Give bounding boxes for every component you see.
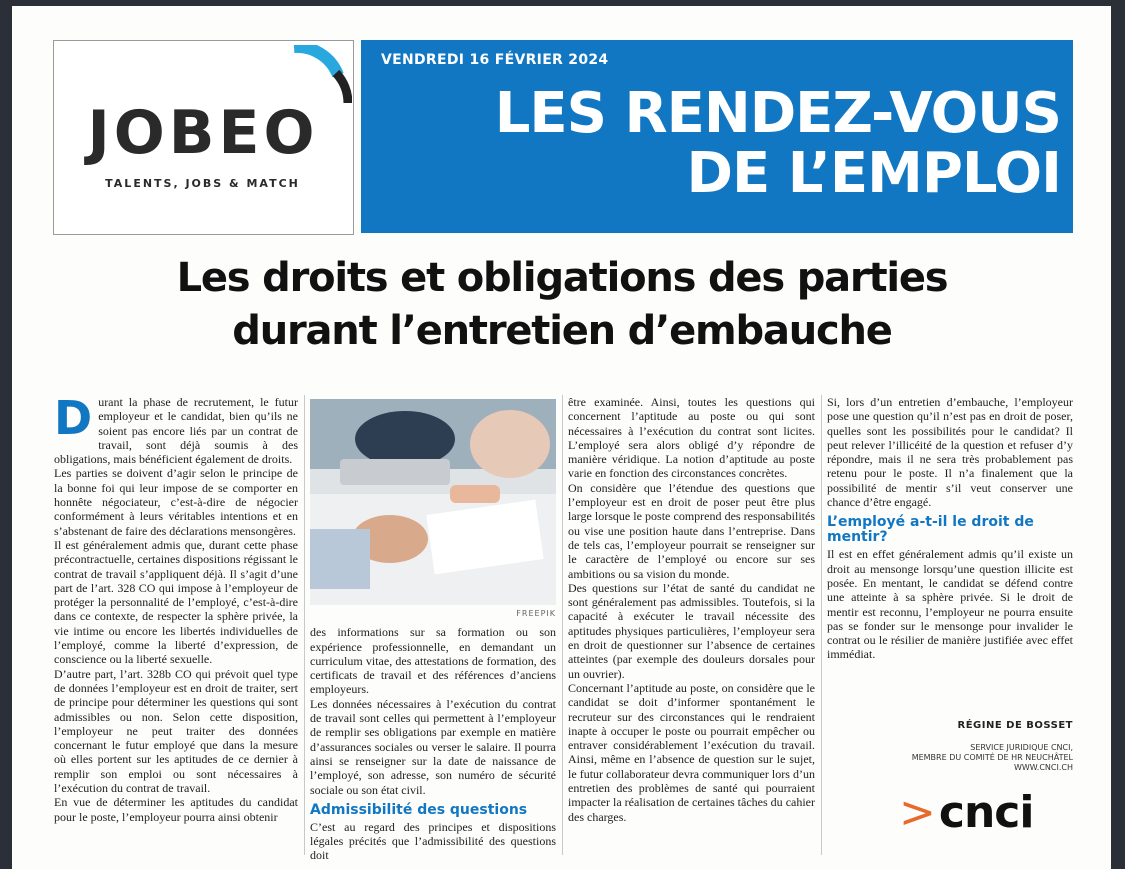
paragraph: être examinée. Ainsi, toutes les questions qui concernent l’aptitude au poste ou qui sont nécessaires à l’exécution du contrat sont licites. L’employé sera alors obligé d’y répondre de manière véridique. La notion d’aptitude au poste varie en fonction des circonstances concrètes. bbox=[568, 395, 815, 481]
author-name: RÉGINE DE BOSSET bbox=[957, 720, 1073, 731]
article-column-1 bbox=[54, 391, 298, 824]
paragraph: Les parties se doivent d’agir selon le principe de la bonne foi qui leur impose de se comporter en honnête négociateur, c’est-à-dire de négocier conformément à leurs véritables intentions et en s’abstenant de faire des déclarations mensongères. bbox=[54, 466, 298, 538]
issue-date: VENDREDI 16 FÉVRIER 2024 bbox=[381, 52, 609, 68]
paragraph: Il est généralement admis que, durant cette phase précontractuelle, certaines dispositions régissant le contrat de travail s’appliquent déjà. Il s’agit d’une part de l’art. 328 CO qui impose à l’employeur de protéger la personnalité de l’employé, c’est-à-dire dans ce contexte, de respecter la sphère privée, la vie intime ou encore les libertés individuelles de l’employé, comme la liberté d’expression, de conscience ou la liberté sexuelle. bbox=[54, 537, 298, 667]
paragraph: des informations sur sa formation ou son expérience professionnelle, en demandant un curriculum vitae, des attestations de formation, des certificats de travail et des références d’anciens employeurs. bbox=[310, 625, 556, 697]
subheading: Admissibilité des questions bbox=[310, 801, 528, 818]
paragraph: En vue de déterminer les aptitudes du candidat pour le poste, l’employeur pourra ainsi obtenir bbox=[54, 795, 298, 824]
logo-arc-icon bbox=[292, 45, 352, 105]
paragraph: On considère que l’étendue des questions que l’employeur est en droit de poser peut être plus large lorsque le poste comprend des responsabilités ou vise une position haute dans l’entreprise. Dans de tels cas, l’employeur pourrait se renseigner sur le caractère de l’employé ou encore sur ses ambitions ou sa vision du monde. bbox=[568, 480, 815, 581]
article-column-3 bbox=[568, 395, 815, 824]
column-divider bbox=[562, 395, 563, 855]
author-role-line: MEMBRE DU COMITÉ DE HR NEUCHÂTEL bbox=[911, 753, 1073, 762]
paragraph: Concernant l’aptitude au poste, on considère que le candidat se doit d’informer spontanément le recruteur sur des circonstances qui le rendraient inapte à occuper le poste ou pourrait empêcher ou entraver considérablement l’exécution du travail. Ainsi, même en l’absence de question sur le sujet, le futur collaborateur devra communiquer lors d’un entretien des problèmes de santé qui pourraient impacter la réalisation de certaines tâches du cahier des charges. bbox=[568, 680, 815, 824]
paragraph: Si, lors d’un entretien d’embauche, l’employeur pose une question qu’il n’est pas en droit de poser, quelles sont les possibilités pour le candidat? Il peut relever l’illicéité de la question et refuser d’y répondre, mais il ne sera très probablement pas retenu pour le poste. Il n’a finalement que la possibilité de mentir s’il veut conserver une chance d’être engagé. bbox=[827, 395, 1073, 510]
section-title bbox=[494, 81, 1061, 206]
headline-line1: Les droits et obligations des parties bbox=[176, 255, 948, 301]
cnci-wordmark: cnci bbox=[938, 787, 1034, 838]
arrow-icon: > bbox=[899, 787, 935, 838]
paragraph: urant la phase de recrutement, le futur employeur et le candidat, bien qu’ils ne soient pas encore liés par un contrat de travail, sont déjà soumis à des obligations, mais bénéficient également de droits. bbox=[54, 395, 298, 467]
author-role bbox=[827, 743, 1073, 773]
headline-line2: durant l’entretien d’embauche bbox=[232, 308, 892, 354]
drop-cap: D bbox=[54, 391, 93, 445]
paragraph: Il est en effet généralement admis qu’il existe un droit au mensonge lorsqu’une question illicite est posée. En mentant, le candidat se défend contre une atteinte à sa sphère privée. Si le droit de mentir est reconnu, l’employeur ne pourra ensuite pas se fonder sur le mensonge pour invalider le contrat ou le résilier de manière justifiée avec effet immédiat. bbox=[827, 547, 1073, 662]
newspaper-page bbox=[12, 6, 1111, 869]
article-headline bbox=[42, 252, 1082, 358]
author-byline bbox=[827, 720, 1073, 773]
section-title-line2: DE L’EMPLOI bbox=[686, 141, 1061, 206]
subheading: L’employé a-t-il le droit de mentir? bbox=[827, 514, 1034, 546]
paragraph: Des questions sur l’état de santé du candidat ne sont généralement pas admissibles. Toutefois, si la capacité à exécuter le travail nécessite des aptitudes physiques particulières, l’employeur sera en droit de questionner sur l’absence de certaines atteintes (par exemple des douleurs dorsales pour un ouvrier). bbox=[568, 580, 815, 681]
paragraph: Les données nécessaires à l’exécution du contrat de travail sont celles qui permettent à l’employeur de remplir ses obligations par exemple en matière d’assurances sociales ou verser le salaire. Il pourra ainsi se renseigner sur la date de naissance de l’employé, son adresse, son numéro de sécurité sociale ou son état civil. bbox=[310, 696, 556, 797]
masthead-banner bbox=[361, 40, 1073, 233]
logo-tagline: TALENTS, JOBS & MATCH bbox=[105, 177, 300, 190]
column-divider bbox=[304, 395, 305, 855]
author-website: WWW.CNCI.CH bbox=[1013, 763, 1073, 772]
jobeo-logo bbox=[53, 40, 354, 235]
interview-photo bbox=[310, 399, 556, 605]
section-title-line1: LES RENDEZ-VOUS bbox=[494, 81, 1061, 146]
paragraph: C’est au regard des principes et dispositions légales précités que l’admissibilité des questions doit bbox=[310, 819, 556, 863]
handshake-photo-illustration bbox=[310, 399, 556, 605]
author-role-line: SERVICE JURIDIQUE CNCI, bbox=[970, 743, 1073, 752]
article-column-2 bbox=[310, 395, 556, 863]
paragraph: D’autre part, l’art. 328b CO qui prévoit quel type de données l’employeur est en droit de traiter, sert de principe pour déterminer les questions qui sont admissibles ou non. Selon cette disposition, l’employeur ne peut traiter des données concernant le futur employé que dans la mesure où elles portent sur les aptitudes de ce dernier à remplir son emploi ou sont nécessaires à l’exécution du contrat de travail. bbox=[54, 666, 298, 796]
article-column-4 bbox=[827, 395, 1073, 662]
cnci-logo bbox=[899, 787, 1034, 838]
photo-credit: FREEPIK bbox=[516, 609, 556, 618]
logo-wordmark: JOBEO bbox=[87, 98, 319, 168]
column-divider bbox=[821, 395, 822, 855]
